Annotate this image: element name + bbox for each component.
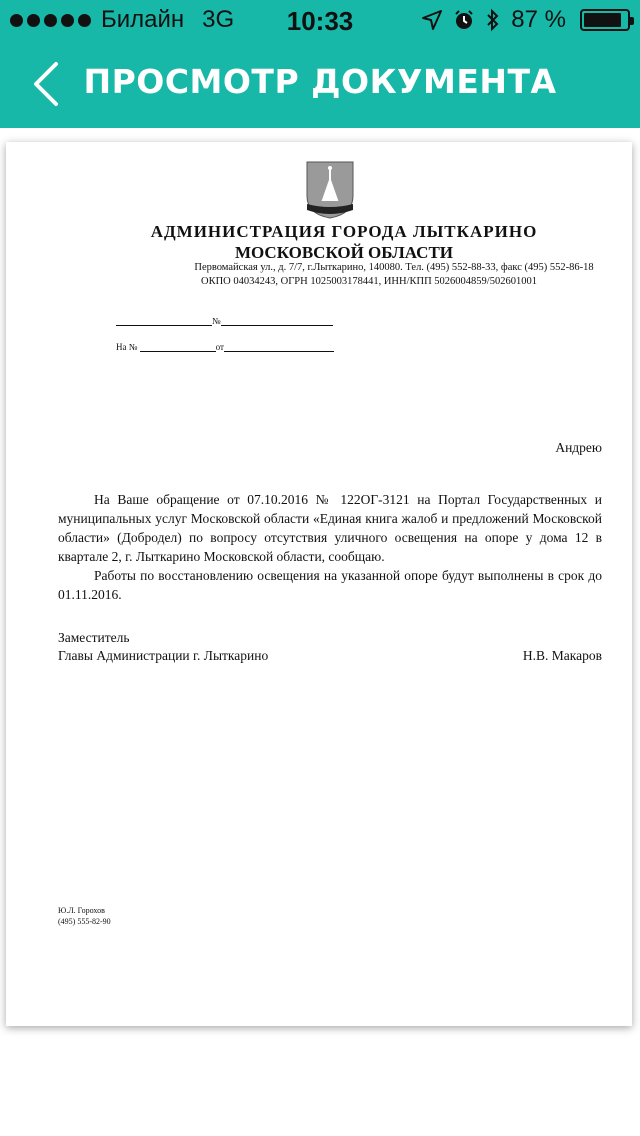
signatory-position-line1: Заместитель — [58, 630, 130, 645]
org-address: Первомайская ул., д. 7/7, г.Лыткарино, 140080. Тел. (495) 552-88-33, факс (495) 552-86-18 — [194, 262, 594, 273]
status-bar — [0, 0, 640, 40]
network-type: 3G — [202, 6, 235, 33]
bluetooth-icon — [485, 8, 501, 32]
org-name-line1: АДМИНИСТРАЦИЯ ГОРОДА ЛЫТКАРИНО — [150, 222, 538, 241]
outgoing-number-line: № — [116, 316, 333, 326]
carrier-name: Билайн — [101, 6, 185, 33]
paragraph-1: На Ваше обращение от 07.10.2016 № 122ОГ-3121 на Портал Государственных и муниципальных услуг Московской области «Единая книга жалоб и предложений Московской области» (Добродел) по вопросу отсутствия уличного освещения на опоре у дома 12 в квартале 2, г. Лыткарино Московской области, сообщаю. — [58, 492, 602, 564]
alarm-clock-icon — [453, 9, 475, 31]
letter-body — [58, 490, 602, 604]
recipient-name: Андрею — [555, 440, 602, 455]
battery-icon — [580, 9, 630, 31]
battery-percent: 87 % — [511, 6, 566, 33]
org-registration-codes: ОКПО 04034243, ОГРН 1025003178441, ИНН/КПП 5026004859/502601001 — [201, 276, 537, 287]
signatory-name: Н.В. Макаров — [522, 648, 602, 663]
executor-phone: (495) 555-82-90 — [58, 917, 111, 926]
location-arrow-icon — [421, 9, 443, 31]
navigation-bar — [0, 40, 640, 128]
coat-of-arms-icon — [305, 160, 355, 220]
executor-name: Ю.Л. Горохов — [58, 906, 105, 915]
app-header — [0, 0, 640, 128]
status-time: 10:33 — [286, 6, 354, 36]
paragraph-2: Работы по восстановлению освещения на указанной опоре будут выполнены в срок до 01.11.2016. — [58, 568, 602, 602]
reference-number-line: На № от — [116, 342, 334, 352]
signatory-position-line2: Главы Администрации г. Лыткарино — [58, 648, 269, 663]
page-title: ПРОСМОТР ДОКУМЕНТА — [83, 62, 557, 101]
org-name-line2: МОСКОВСКОЙ ОБЛАСТИ — [234, 243, 454, 262]
document-page — [6, 142, 632, 1026]
